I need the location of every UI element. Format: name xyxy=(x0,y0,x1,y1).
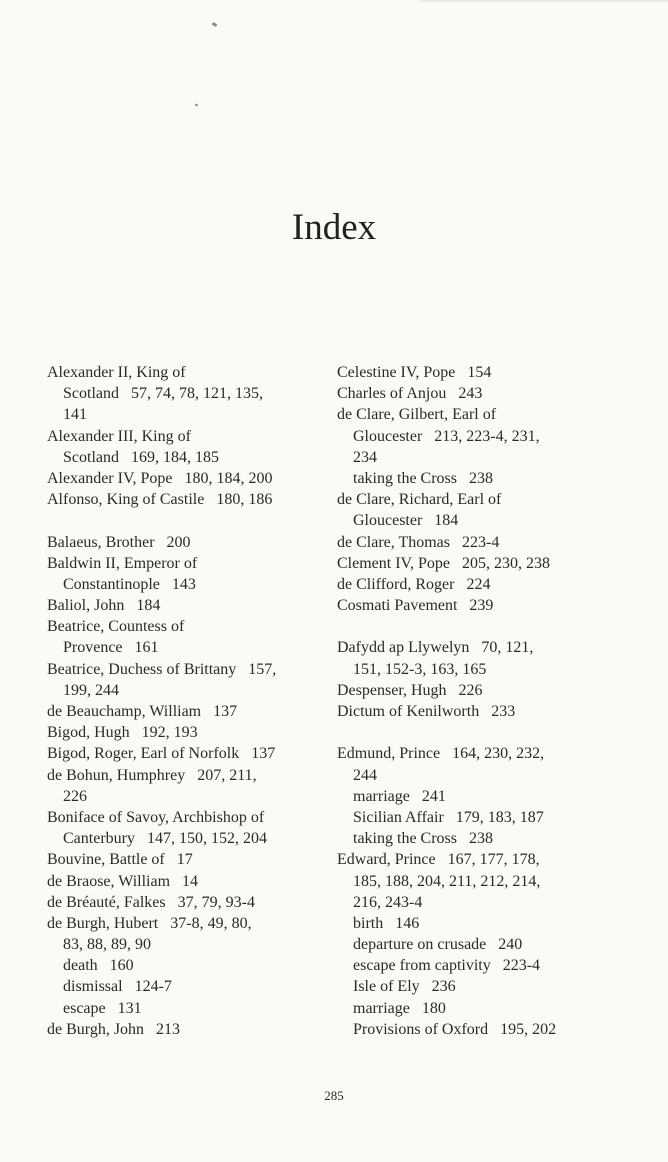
index-entry: de Burgh, John 213 xyxy=(47,1020,181,1038)
index-entry: Alexander IV, Pope 180, 184, 200 xyxy=(47,469,273,487)
index-entry: Edward, Prince 167, 177, 178, xyxy=(337,851,540,869)
index-entry: Charles of Anjou 243 xyxy=(337,385,483,403)
index-entry-continuation: Scotland 169, 184, 185 xyxy=(63,448,219,466)
index-entry-continuation: 216, 243-4 xyxy=(353,893,423,911)
scan-speck xyxy=(195,103,199,106)
index-entry: de Clifford, Roger 224 xyxy=(337,575,491,593)
index-entry: de Burgh, Hubert 37-8, 49, 80, xyxy=(47,914,252,932)
index-entry-continuation: 226 xyxy=(63,787,87,805)
letter-group-gap xyxy=(47,510,327,531)
index-column-right xyxy=(337,362,632,1040)
index-subentry: taking the Cross 238 xyxy=(353,830,493,848)
index-entry: Alexander III, King of xyxy=(47,427,191,445)
index-entry-continuation: 199, 244 xyxy=(63,681,119,699)
index-subentry: birth 146 xyxy=(353,914,420,932)
index-subentry: Provisions of Oxford 195, 202 xyxy=(353,1020,557,1038)
index-entry: de Clare, Richard, Earl of xyxy=(337,491,502,509)
index-entry-continuation: 244 xyxy=(353,766,377,784)
index-entry: de Braose, William 14 xyxy=(47,872,199,890)
index-entry-continuation: 141 xyxy=(63,406,87,424)
index-entry: Alexander II, King of xyxy=(47,364,186,381)
page-title: Index xyxy=(291,207,377,248)
letter-group-gap xyxy=(337,616,632,637)
index-subentry: departure on crusade 240 xyxy=(353,936,523,954)
index-subentry: marriage 180 xyxy=(353,999,446,1017)
index-entry-continuation: Canterbury 147, 150, 152, 204 xyxy=(63,830,267,848)
index-entry: Cosmati Pavement 239 xyxy=(337,597,494,615)
index-entry: Balaeus, Brother 200 xyxy=(47,533,191,551)
index-entry: Boniface of Savoy, Archbishop of xyxy=(47,808,265,826)
index-entry-continuation: 185, 188, 204, 211, 212, 214, xyxy=(353,872,541,890)
index-entry: Bigod, Roger, Earl of Norfolk 137 xyxy=(47,745,276,763)
index-entry: Beatrice, Countess of xyxy=(47,618,185,636)
index-entry: de Beauchamp, William 137 xyxy=(47,703,238,720)
index-subentry: Isle of Ely 236 xyxy=(353,978,456,996)
index-entry: Dafydd ap Llywelyn 70, 121, xyxy=(337,639,534,657)
index-entry: de Clare, Gilbert, Earl of xyxy=(337,406,497,424)
index-entry-continuation: Gloucester 184 xyxy=(353,512,459,530)
index-entry: Edmund, Prince 164, 230, 232, xyxy=(337,745,545,763)
index-entry-continuation: 151, 152-3, 163, 165 xyxy=(353,660,487,678)
index-subentry: escape from captivity 223-4 xyxy=(353,957,541,975)
index-subentry: escape 131 xyxy=(63,999,142,1017)
index-entry: de Bohun, Humphrey 207, 211, xyxy=(47,766,257,784)
index-subentry: marriage 241 xyxy=(353,787,446,805)
index-entry: Celestine IV, Pope 154 xyxy=(337,364,492,381)
index-entry-continuation: Gloucester 213, 223-4, 231, xyxy=(353,427,540,445)
page-number: 285 xyxy=(324,1088,344,1103)
index-entry: Bouvine, Battle of 17 xyxy=(47,851,193,869)
index-entry: Beatrice, Duchess of Brittany 157, xyxy=(47,660,277,678)
index-entry: Alfonso, King of Castile 180, 186 xyxy=(47,491,273,509)
index-entry: Despenser, Hugh 226 xyxy=(337,681,483,699)
scan-speck xyxy=(212,22,218,27)
index-entry-continuation: Constantinople 143 xyxy=(63,575,196,593)
index-entry: Baliol, John 184 xyxy=(47,597,161,615)
index-column-left xyxy=(47,362,327,1040)
index-entry-continuation: Provence 161 xyxy=(63,639,159,657)
index-entry: Clement IV, Pope 205, 230, 238 xyxy=(337,554,551,572)
index-subentry: taking the Cross 238 xyxy=(353,469,493,487)
index-entry: de Clare, Thomas 223-4 xyxy=(337,533,500,551)
index-entry: Bigod, Hugh 192, 193 xyxy=(47,724,198,742)
index-entry-continuation: 234 xyxy=(353,448,377,466)
index-entry: Dictum of Kenilworth 233 xyxy=(337,703,516,720)
index-subentry: death 160 xyxy=(63,957,134,975)
index-entry: Baldwin II, Emperor of xyxy=(47,554,198,572)
letter-group-gap xyxy=(337,722,632,743)
index-entry-continuation: 83, 88, 89, 90 xyxy=(63,936,151,954)
index-subentry: dismissal 124-7 xyxy=(63,978,172,996)
index-entry-continuation: Scotland 57, 74, 78, 121, 135, xyxy=(63,385,263,403)
page-edge-line xyxy=(420,0,668,2)
index-entry: de Bréauté, Falkes 37, 79, 93-4 xyxy=(47,893,255,911)
index-subentry: Sicilian Affair 179, 183, 187 xyxy=(353,808,544,826)
